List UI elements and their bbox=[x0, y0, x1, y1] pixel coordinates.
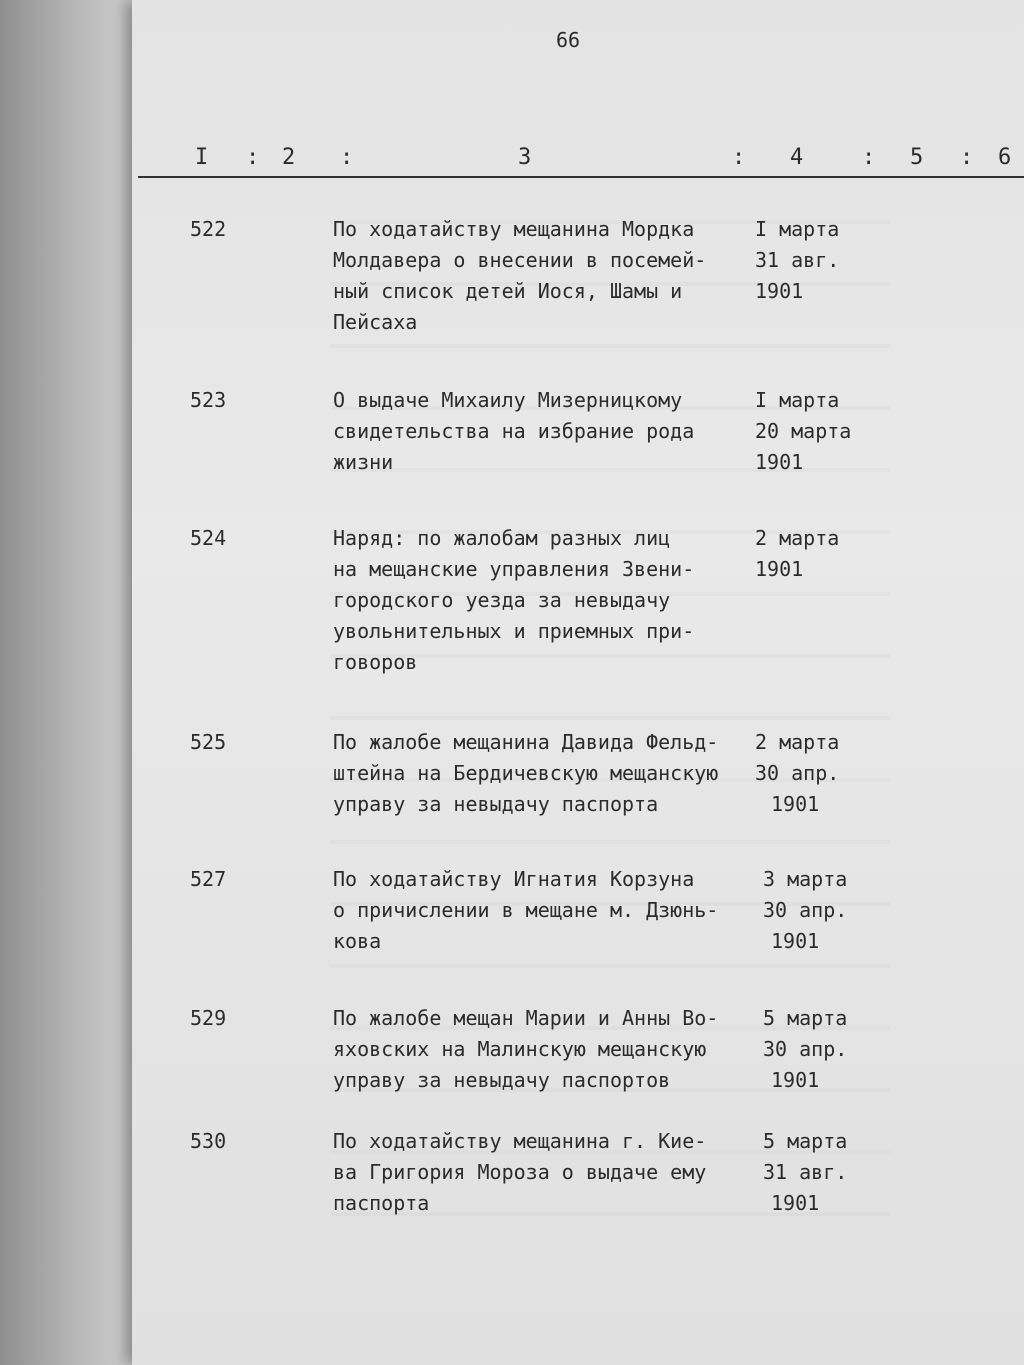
date-end: 31 авг. bbox=[763, 1160, 848, 1184]
col-header-4: 4 bbox=[790, 145, 804, 170]
col-header-2: 2 bbox=[282, 145, 296, 170]
description-line: По ходатайству мещанина г. Кие- bbox=[333, 1129, 707, 1153]
date-year: 1901 bbox=[755, 279, 804, 303]
col-separator: : bbox=[732, 145, 746, 170]
description-line: управу за невыдачу паспорта bbox=[333, 792, 659, 816]
header-rule bbox=[138, 176, 1024, 178]
date-start: 5 марта bbox=[763, 1129, 848, 1153]
entry-description bbox=[333, 864, 763, 957]
entry-description bbox=[333, 1126, 763, 1219]
entry-dates bbox=[755, 1003, 847, 1096]
date-start: 3 марта bbox=[763, 867, 848, 891]
description-line: По ходатайству мещанина Мордка bbox=[333, 217, 695, 241]
entry-number: 525 bbox=[190, 730, 227, 754]
description-line: говоров bbox=[333, 650, 418, 674]
date-year: 1901 bbox=[771, 929, 820, 953]
col-separator: : bbox=[862, 145, 876, 170]
description-line: О выдаче Михаилу Мизерницкому bbox=[333, 388, 683, 412]
entry-dates bbox=[755, 1126, 847, 1219]
description-line: Наряд: по жалобам разных лиц bbox=[333, 526, 671, 550]
entry-description bbox=[333, 727, 763, 820]
description-line: увольнительных и приемных при- bbox=[333, 619, 695, 643]
col-separator: : bbox=[960, 145, 974, 170]
entry-description bbox=[333, 523, 763, 678]
col-header-6: 6 bbox=[998, 145, 1012, 170]
description-line: о причислении в мещане м. Дзюнь- bbox=[333, 898, 719, 922]
entry-dates bbox=[755, 385, 851, 478]
description-line: жизни bbox=[333, 450, 394, 474]
entry-dates bbox=[755, 864, 847, 957]
date-end: 30 апр. bbox=[755, 761, 840, 785]
description-line: штейна на Бердичевскую мещанскую bbox=[333, 761, 719, 785]
col-header-5: 5 bbox=[910, 145, 924, 170]
description-line: свидетельства на избрание рода bbox=[333, 419, 695, 443]
date-start: I марта bbox=[755, 388, 840, 412]
date-end: 31 авг. bbox=[755, 248, 840, 272]
entry-dates bbox=[755, 523, 839, 585]
entry-number: 530 bbox=[190, 1129, 227, 1153]
page-number: 66 bbox=[556, 28, 581, 52]
date-year: 1901 bbox=[771, 1068, 820, 1092]
date-year: 1901 bbox=[755, 450, 804, 474]
description-line: Пейсаха bbox=[333, 310, 418, 334]
description-line: По жалобе мещан Марии и Анны Во- bbox=[333, 1006, 719, 1030]
entry-description bbox=[333, 385, 763, 478]
description-line: кова bbox=[333, 929, 382, 953]
date-end: 30 апр. bbox=[763, 1037, 848, 1061]
description-line: на мещанские управления Звени- bbox=[333, 557, 695, 581]
col-header-3: 3 bbox=[518, 145, 532, 170]
description-line: управу за невыдачу паспортов bbox=[333, 1068, 671, 1092]
description-line: ный список детей Иося, Шамы и bbox=[333, 279, 683, 303]
entry-number: 523 bbox=[190, 388, 227, 412]
description-line: По ходатайству Игнатия Корзуна bbox=[333, 867, 695, 891]
entry-dates bbox=[755, 214, 839, 307]
entry-description bbox=[333, 1003, 763, 1096]
date-year: 1901 bbox=[755, 557, 804, 581]
date-year: 1901 bbox=[771, 1191, 820, 1215]
adjacent-page-edge bbox=[0, 0, 140, 1365]
col-separator: : bbox=[246, 145, 260, 170]
description-line: яховских на Малинскую мещанскую bbox=[333, 1037, 707, 1061]
entry-number: 522 bbox=[190, 217, 227, 241]
entry-number: 529 bbox=[190, 1006, 227, 1030]
col-header-1: I bbox=[195, 145, 209, 170]
date-start: 2 марта bbox=[755, 526, 840, 550]
description-line: ва Григория Мороза о выдаче ему bbox=[333, 1160, 707, 1184]
entry-number: 524 bbox=[190, 526, 227, 550]
date-end: 20 марта bbox=[755, 419, 852, 443]
description-line: Молдавера о внесении в посемей- bbox=[333, 248, 707, 272]
entry-number: 527 bbox=[190, 867, 227, 891]
entry-description bbox=[333, 214, 763, 338]
col-separator: : bbox=[340, 145, 354, 170]
date-end: 30 апр. bbox=[763, 898, 848, 922]
date-year: 1901 bbox=[771, 792, 820, 816]
description-line: По жалобе мещанина Давида Фельд- bbox=[333, 730, 719, 754]
description-line: паспорта bbox=[333, 1191, 430, 1215]
description-line: городского уезда за невыдачу bbox=[333, 588, 671, 612]
date-start: I марта bbox=[755, 217, 840, 241]
date-start: 2 марта bbox=[755, 730, 840, 754]
date-start: 5 марта bbox=[763, 1006, 848, 1030]
entry-dates bbox=[755, 727, 839, 820]
